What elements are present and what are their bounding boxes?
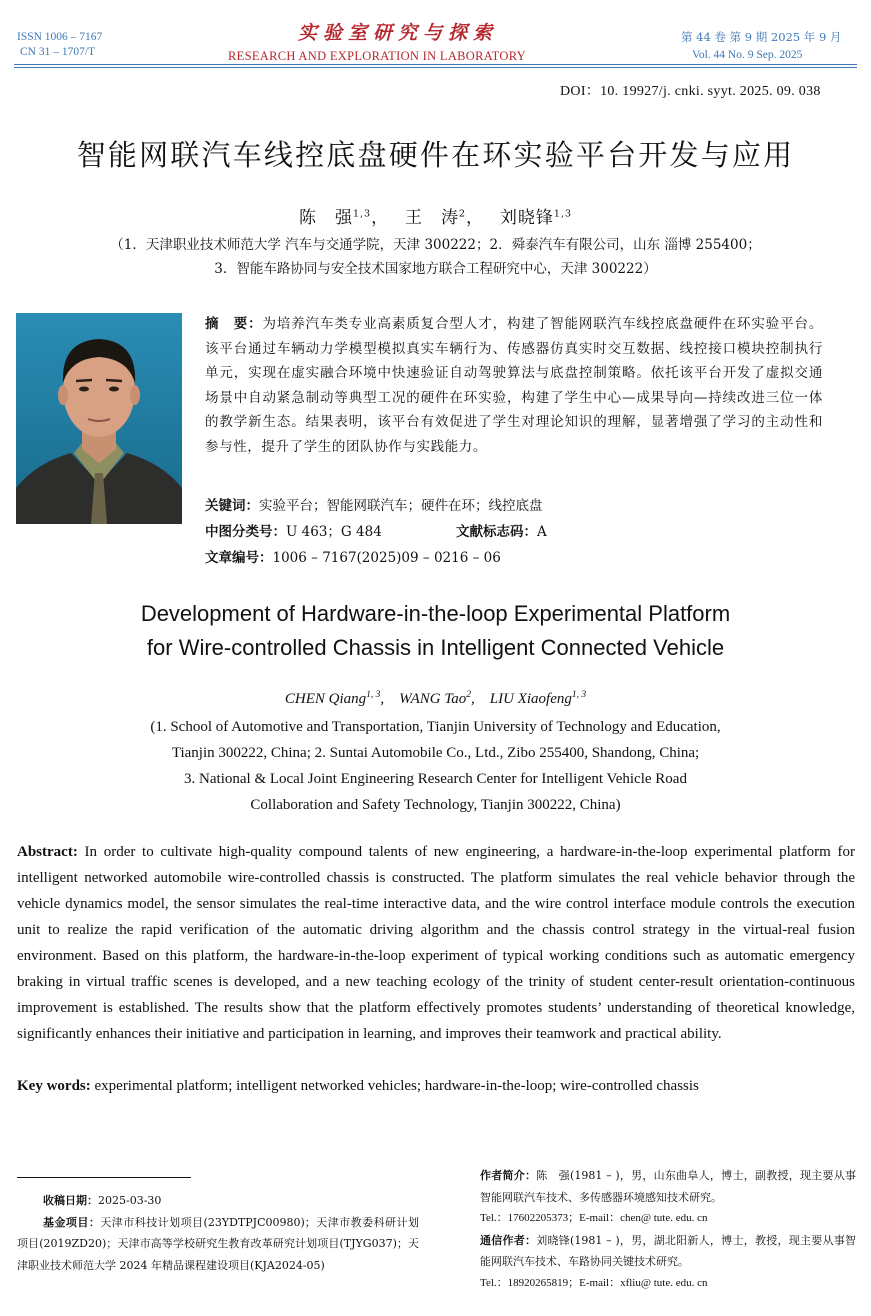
abstract-en xyxy=(17,839,855,1047)
fund-label: 基金项目： xyxy=(43,1215,101,1229)
received-date xyxy=(17,1190,419,1212)
abstract-cn xyxy=(205,312,823,459)
article-number-label: 文章编号： xyxy=(205,550,273,566)
abstract-en-label: Abstract: xyxy=(17,844,78,860)
affiliation-line: 3. National & Local Joint Engineering Research Center for Intelligent Vehicle Road xyxy=(184,771,687,787)
doi: DOI：10. 19927/j. cnki. syyt. 2025. 09. 038 xyxy=(560,84,821,99)
affiliations-en xyxy=(0,714,871,818)
received-text: 2025-03-30 xyxy=(98,1194,162,1207)
author-photo xyxy=(16,313,182,524)
clc-text: U 463；G 484 xyxy=(286,524,382,540)
issue-en: Vol. 44 No. 9 Sep. 2025 xyxy=(692,49,803,61)
bio-label: 作者简介： xyxy=(480,1169,537,1182)
affiliations-cn xyxy=(0,233,871,281)
authors-en: CHEN Qiang$^{1, 3}$, WANG Tao$^2$, LIU Xiaofeng$^{1, 3}$ xyxy=(284,690,587,707)
footnote-rule xyxy=(17,1177,191,1178)
keywords-cn-text: 实验平台；智能网联汽车；硬件在环；线控底盘 xyxy=(259,498,543,514)
corresponding-author xyxy=(480,1230,856,1273)
author-portrait-image xyxy=(16,313,182,524)
received-label: 收稿日期： xyxy=(43,1194,98,1207)
affiliation-line: Tianjin 300222, China; 2. Suntai Automobile Co., Ltd., Zibo 255400, Shandong, China; xyxy=(171,745,700,761)
header-rule xyxy=(14,64,857,65)
author-sup: 2 xyxy=(466,690,472,700)
keywords-en-label: Key words: xyxy=(17,1078,91,1094)
author-sup: 1, 3 xyxy=(366,690,381,700)
abstract-en-text: In order to cultivate high-quality compound talents of new engineering, a hardware-in-the-loop experimental platform for intelligent networked automobile wire-controlled chassis is constructed. The platform simulates the real vehicle behavior through the vehicle dynamics model, the sensor simulates the real-time interactive data, and the wire control interface module controls the execution unit to realize the rapid verification of the automatic driving algorithm and the chassis control strategy in the virtual-real fusion environment. Based on this platform, the hardware-in-the-loop experiment of typical working conditions such as automatic emergency braking in virtual traffic scenes is developed, and a new teaching ecology of the trinity of student center-result orientation-continuous improvement is established. The results show that the platform effectively promotes students’ understanding of theoretical knowledge, significantly enhances their initiative and participation in learning, and improves their teamwork and practical ability. xyxy=(17,844,856,1042)
title-en-line: Development of Hardware-in-the-loop Experimental Platform xyxy=(140,601,731,626)
affiliation-line: （1．天津职业技术师范大学 汽车与交通学院，天津 300222；2．舜泰汽车有限公司，山东 淄博 255400； xyxy=(110,237,761,253)
corr-contact: Tel.：18920265819；E-mail：xfliu@ tute. edu. cn xyxy=(480,1276,708,1289)
cn-number: CN 31 – 1707/T xyxy=(20,46,96,58)
author-cn: 王 涛 xyxy=(404,208,459,228)
fund-info xyxy=(17,1212,419,1277)
footnote-left xyxy=(17,1190,419,1276)
clc-label: 中图分类号： xyxy=(205,524,286,540)
fund-text: 天津市科技计划项目(23YDTPJC00980)；天津市教委科研计划项目(2019ZD20)；天津市高等学校研究生教育改革研究计划项目(TJYG037)；天津职业技术师范大学 2024 年精品课程建设项目(KJA2024-05) xyxy=(17,1215,419,1272)
corr-text: 刘晓锋(1981 – )，男，湖北阳新人，博士，教授，现主要从事智能网联汽车技术、车路协同关键技术研究。 xyxy=(480,1233,856,1268)
title-en xyxy=(0,597,871,665)
author-cn: 刘晓锋 xyxy=(499,208,554,228)
article-number xyxy=(205,546,501,570)
affiliation-line: 3．智能车路协同与安全技术国家地方联合工程研究中心，天津 300222） xyxy=(214,261,657,277)
keywords-en xyxy=(17,1073,855,1099)
author-en: LIU Xiaofeng xyxy=(489,691,572,707)
article-number-text: 1006 – 7167(2025)09 – 0216 – 06 xyxy=(272,550,501,566)
bio-text: 陈 强(1981 – )，男，山东曲阜人，博士，副教授，现主要从事智能网联汽车技术、多传感器环境感知技术研究。 xyxy=(480,1169,856,1204)
issn: ISSN 1006 – 7167 xyxy=(17,31,103,43)
doc-code-label: 文献标志码： xyxy=(456,524,537,540)
author-en: WANG Tao xyxy=(399,691,467,707)
header-rule-thin xyxy=(14,67,857,68)
journal-title-cn: 实验室研究与探索 xyxy=(298,22,499,44)
author-sup: 2 xyxy=(458,208,467,220)
abstract-cn-label: 摘 要： xyxy=(205,316,263,332)
keywords-cn xyxy=(205,494,543,518)
clc-number xyxy=(205,520,382,544)
keywords-cn-label: 关键词： xyxy=(205,498,259,514)
affiliation-line: Collaboration and Safety Technology, Tianjin 300222, China) xyxy=(250,797,621,813)
journal-title-en: RESEARCH AND EXPLORATION IN LABORATORY xyxy=(228,49,526,63)
title-en-line: for Wire-controlled Chassis in Intelligent Connected Vehicle xyxy=(146,635,725,660)
affiliation-line: (1. School of Automotive and Transportation, Tianjin University of Technology and Education, xyxy=(150,719,721,735)
corr-label: 通信作者： xyxy=(480,1233,537,1247)
author-en: CHEN Qiang xyxy=(284,691,367,707)
author-cn: 陈 强 xyxy=(298,208,353,228)
author-sup: 1, 3 xyxy=(571,690,587,700)
doc-code-text: A xyxy=(537,524,547,540)
author-sup: 1,3 xyxy=(352,208,372,220)
author-bio xyxy=(480,1165,856,1208)
bio-contact: Tel.：17602205373；E-mail：chen@ tute. edu. cn xyxy=(480,1212,708,1224)
issue-cn: 第 44 卷 第 9 期 2025 年 9 月 xyxy=(681,30,842,44)
keywords-en-text: experimental platform; intelligent networked vehicles; hardware-in-the-loop; wire-controlled chassis xyxy=(94,1078,699,1094)
footnote-right xyxy=(480,1165,856,1294)
authors-cn: 陈 强$^{1,3}$， 王 涛$^2$， 刘晓锋$^{1,3}$ xyxy=(298,208,573,228)
doc-code xyxy=(456,520,547,544)
author-sup: 1,3 xyxy=(553,208,573,220)
abstract-cn-text: 为培养汽车类专业高素质复合型人才，构建了智能网联汽车线控底盘硬件在环实验平台。该平台通过车辆动力学模型模拟真实车辆行为、传感器仿真实时交互数据、线控接口模块控制执行单元，实现在虚实融合环境中快速验证自动驾驶算法与底盘控制策略。依托该平台开发了虚拟交通场景中自动紧急制动等典型工况的硬件在环实验，构建了学生中心—成果导向—持续改进三位一体的教学新生态。结果表明，该平台有效促进了学生对理论知识的理解，显著增强了学习的主动性和参与性，提升了学生的团队协作与实践能力。 xyxy=(205,316,823,455)
title-cn: 智能网联汽车线控底盘硬件在环实验平台开发与应用 xyxy=(76,138,795,172)
